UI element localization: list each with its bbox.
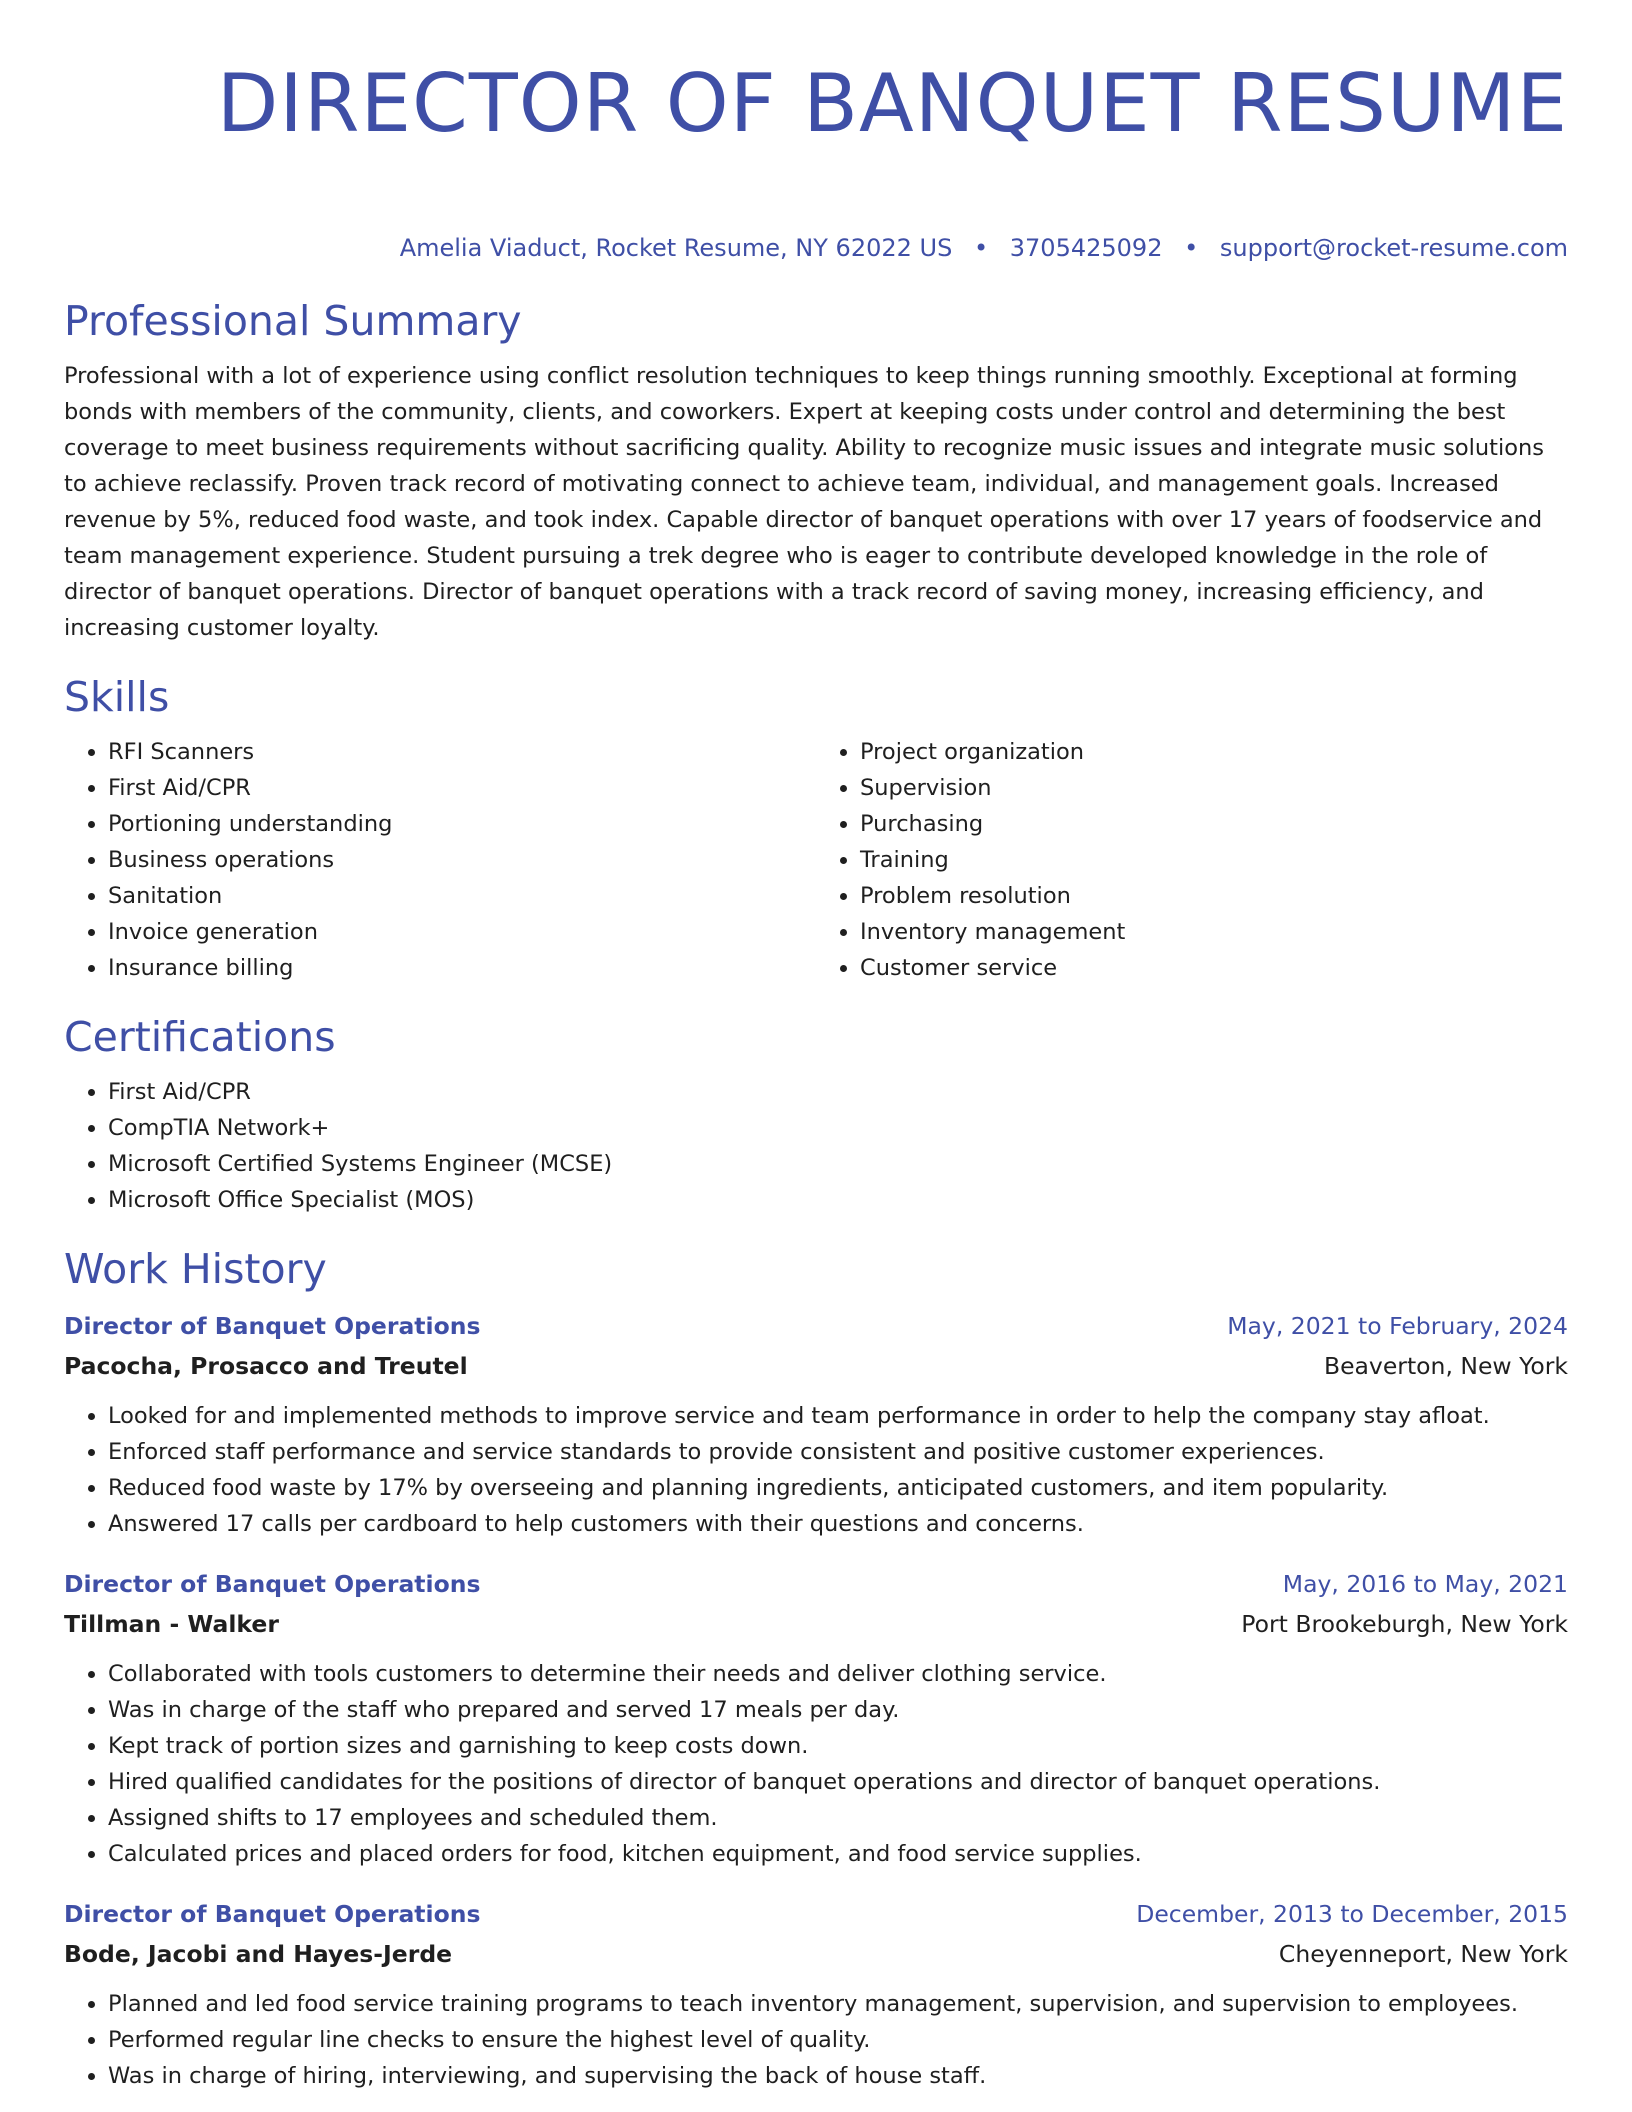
- job-title: Director of Banquet Operations: [64, 1312, 481, 1340]
- skill-item: • First Aid/CPR: [108, 770, 816, 806]
- job-company-row: [64, 1346, 1568, 1386]
- skill-item: • Customer service: [860, 950, 1568, 986]
- job-bullets: [64, 1398, 1568, 1542]
- job-bullet: • Answered 17 calls per cardboard to help customers with their questions and concerns.: [108, 1506, 1568, 1542]
- job-bullet: • Enforced staff performance and service standards to provide consistent and positive customer experiences.: [108, 1434, 1568, 1470]
- job-company-row: [64, 1934, 1568, 1974]
- job-entry: [64, 1894, 1568, 2094]
- job-location: Beaverton, New York: [1323, 1352, 1568, 1380]
- job-bullets: [64, 1656, 1568, 1872]
- job-dates: May, 2016 to May, 2021: [1282, 1570, 1568, 1598]
- job-bullet: • Reduced food waste by 17% by overseeing and planning ingredients, anticipated customers, and item popularity.: [108, 1470, 1568, 1506]
- contact-phone: 3705425092: [1009, 234, 1163, 262]
- job-bullet: • Looked for and implemented methods to improve service and team performance in order to help the company stay afloat.: [108, 1398, 1568, 1434]
- skills-columns: [64, 734, 1568, 986]
- skill-item: • Inventory management: [860, 914, 1568, 950]
- skill-item: • Project organization: [860, 734, 1568, 770]
- skill-item: • Purchasing: [860, 806, 1568, 842]
- summary-text: Professional with a lot of experience using conflict resolution techniques to keep things running smoothly. Exceptional at forming bonds with members of the community, clients, and coworkers. Expert at keeping costs under control and determining the best coverage to meet business requirements without sacrificing quality. Ability to recognize music issues and integrate music solutions to achieve reclassify. Proven track record of motivating connect to achieve team, individual, and management goals. Increased revenue by 5%, reduced food waste, and took index. Capable director of banquet operations with over 17 years of foodservice and team management experience. Student pursuing a trek degree who is eager to contribute developed knowledge in the role of director of banquet operations. Director of banquet operations with a track record of saving money, increasing efficiency, and increasing customer loyalty.: [64, 363, 1544, 641]
- job-title-row: [64, 1564, 1568, 1604]
- contact-address: Amelia Viaduct, Rocket Resume, NY 62022 US: [399, 234, 953, 262]
- job-bullet: • Collaborated with tools customers to determine their needs and deliver clothing service.: [108, 1656, 1568, 1692]
- job-title: Director of Banquet Operations: [64, 1570, 481, 1598]
- contact-line: [64, 232, 1568, 264]
- skill-item: • Sanitation: [108, 878, 816, 914]
- skill-item: • Problem resolution: [860, 878, 1568, 914]
- work-history-heading: Work History: [64, 1245, 327, 1293]
- certifications-list: [64, 1074, 1568, 1218]
- job-bullet: • Hired qualified candidates for the positions of director of banquet operations and director of banquet operations.: [108, 1764, 1568, 1800]
- job-bullet: • Assigned shifts to 17 employees and scheduled them.: [108, 1800, 1568, 1836]
- job-dates: May, 2021 to February, 2024: [1227, 1312, 1568, 1340]
- certification-item: • CompTIA Network+: [108, 1110, 1568, 1146]
- certification-item: • First Aid/CPR: [108, 1074, 1568, 1110]
- job-dates: December, 2013 to December, 2015: [1136, 1900, 1568, 1928]
- job-bullet: • Was in charge of the staff who prepared and served 17 meals per day.: [108, 1692, 1568, 1728]
- job-bullet: • Kept track of portion sizes and garnishing to keep costs down.: [108, 1728, 1568, 1764]
- job-company: Pacocha, Prosacco and Treutel: [64, 1352, 468, 1380]
- skills-list-left: [64, 734, 816, 986]
- contact-separator: •: [973, 234, 989, 262]
- job-company: Bode, Jacobi and Hayes-Jerde: [64, 1940, 453, 1968]
- contact-email: support@rocket-resume.com: [1219, 234, 1568, 262]
- job-title-row: [64, 1306, 1568, 1346]
- skill-item: • RFI Scanners: [108, 734, 816, 770]
- skill-item: • Business operations: [108, 842, 816, 878]
- certifications-heading: Certifications: [64, 1013, 336, 1061]
- contact-separator: •: [1184, 234, 1199, 262]
- job-bullets: [64, 1986, 1568, 2094]
- skill-item: • Training: [860, 842, 1568, 878]
- job-bullet: • Calculated prices and placed orders for food, kitchen equipment, and food service supplies.: [108, 1836, 1568, 1872]
- skills-list-right: [816, 734, 1568, 986]
- job-title: Director of Banquet Operations: [64, 1900, 481, 1928]
- skill-item: • Portioning understanding: [108, 806, 816, 842]
- skill-item: • Invoice generation: [108, 914, 816, 950]
- job-location: Port Brookeburgh, New York: [1241, 1610, 1568, 1638]
- job-company-row: [64, 1604, 1568, 1644]
- job-entry: [64, 1564, 1568, 1872]
- job-company: Tillman - Walker: [64, 1610, 279, 1638]
- certification-item: • Microsoft Certified Systems Engineer (MCSE): [108, 1146, 1568, 1182]
- skills-heading: Skills: [64, 673, 170, 721]
- skill-item: • Insurance billing: [108, 950, 816, 986]
- job-bullet: • Planned and led food service training programs to teach inventory management, supervision, and supervision to employees.: [108, 1986, 1568, 2022]
- job-entry: [64, 1306, 1568, 1542]
- summary-heading: Professional Summary: [64, 297, 522, 345]
- job-location: Cheyenneport, New York: [1278, 1940, 1568, 1968]
- resume-title: DIRECTOR OF BANQUET RESUME: [216, 57, 1568, 150]
- job-title-row: [64, 1894, 1568, 1934]
- job-bullet: • Performed regular line checks to ensure the highest level of quality.: [108, 2022, 1568, 2058]
- job-bullet: • Was in charge of hiring, interviewing, and supervising the back of house staff.: [108, 2058, 1568, 2094]
- certification-item: • Microsoft Office Specialist (MOS): [108, 1182, 1568, 1218]
- skill-item: • Supervision: [860, 770, 1568, 806]
